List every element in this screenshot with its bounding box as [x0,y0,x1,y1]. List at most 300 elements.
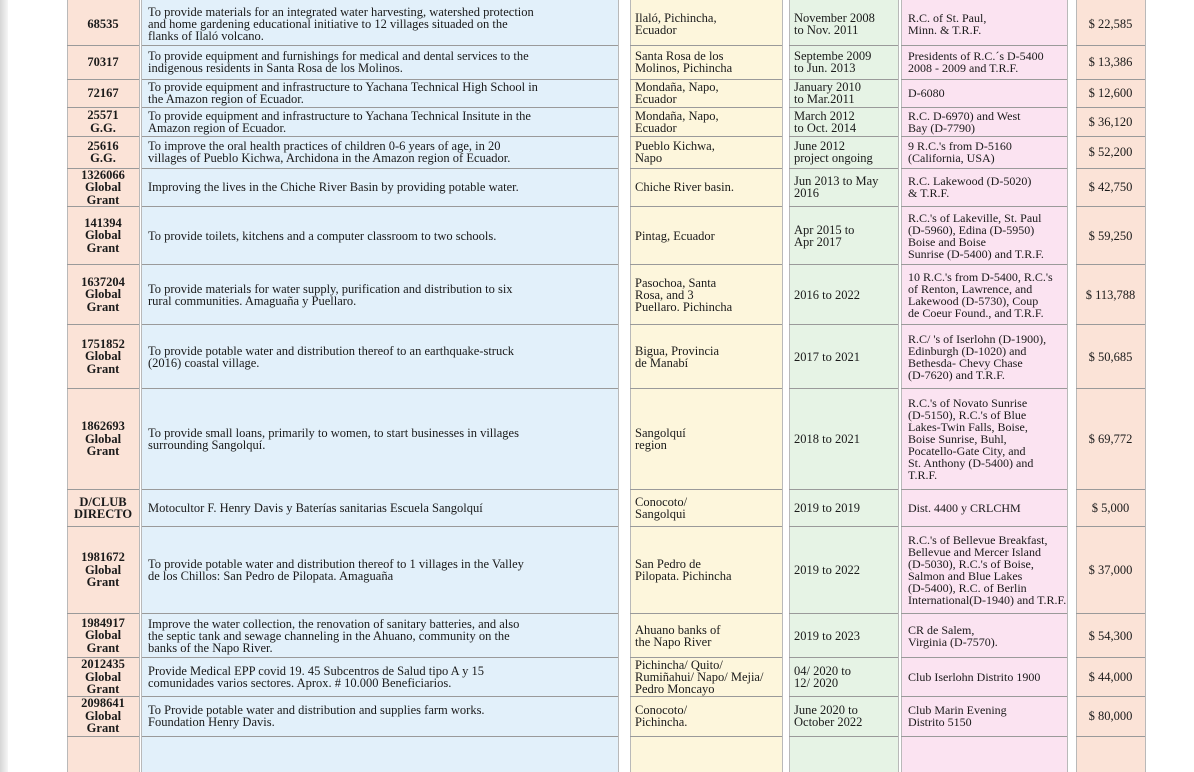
desc-line: Provide Medical EPP covid 19. 45 Subcentros de Salud tipo A y 15 [148,663,484,678]
date-line: January 2010 [794,80,861,94]
loc-line: Puellaro. Pichincha [635,299,733,314]
column-gap [1067,265,1076,325]
desc-line: To Provide potable water and distribution and supplies farm works. [148,703,485,717]
table-row [67,696,1145,736]
date-line: 2016 to 2022 [794,287,860,302]
column-gap [782,527,789,614]
spon-line: & T.R.F. [908,186,950,201]
column-gap [1067,136,1076,168]
location-cell [630,136,782,168]
loc-line: Sangolquí [635,426,686,440]
date-line: Septembe 2009 [794,49,872,63]
column-gap [618,389,630,490]
loc-line: Pasochoa, Santa [635,275,717,290]
desc-line: Motocultor F. Henry Davis y Baterías sanitarias Escuela Sangolquí [148,501,483,515]
spon-line: (D-5150), R.C.'s of Blue [908,408,1027,422]
table-row [67,527,1145,614]
date-cell [789,389,898,490]
column-gap [618,490,630,527]
sponsor-cell [901,265,1067,325]
id-line: Global [84,180,122,194]
id-line: Grant [86,640,120,655]
id-line: Global [84,628,122,643]
spon-line: of Renton, Lawrence, and [908,281,1033,296]
loc-line: Conocoto/ [635,703,688,717]
spon-line: R.C/ 's of Iserlohn (D-1900), [908,331,1047,346]
spon-line: R.C. Lakewood (D-5020) [908,174,1032,189]
description-cell [142,107,618,136]
id-line: Grant [86,240,120,255]
column-gap [782,658,789,697]
desc-line: villages of Pueblo Kichwa, Archidona in the Amazon region of Ecuador. [148,151,511,165]
id-line: 1984917 [81,615,125,630]
grant-id-cell [67,45,139,79]
grant-id-cell [67,136,139,168]
grant-id-cell [67,696,139,736]
spon-line: R.C. of St. Paul, [908,11,987,26]
spon-line: Dist. 4400 y CRLCHM [908,501,1021,515]
loc-line: Ilaló, Pichincha, [635,11,717,26]
desc-line: rural communities. Amaguaña y Puellaro. [148,293,357,308]
table-row [67,107,1145,136]
description-cell [142,265,618,325]
sponsor-cell [901,168,1067,207]
table-row [67,325,1145,389]
page-edge-shadow [0,0,8,772]
spon-line: Club Marin Evening [908,703,1007,717]
grant-id-cell [67,4,139,45]
location-cell [630,79,782,107]
description-cell [142,325,618,389]
date-line: Apr 2015 to [794,222,855,237]
id-line: 1981672 [81,550,125,565]
location-cell [630,265,782,325]
sponsor-cell [901,45,1067,79]
column-gap [1067,4,1076,45]
loc-line: Napo [635,151,663,165]
description-cell [142,45,618,79]
date-cell [789,527,898,614]
spon-line: Lakewood (D-5730), Coup [908,293,1039,308]
desc-line: and home gardening educational initiative to 12 villages situaded on the [148,17,508,32]
amount-cell: $ 22,585 [1076,4,1145,45]
desc-line: To provide materials for water supply, purification and distribution to six [148,281,513,296]
description-cell [142,389,618,490]
date-line: project ongoing [794,151,873,165]
spon-line: (D-5400), R.C. of Berlin [908,581,1027,595]
column-gap [1067,527,1076,614]
date-cell [789,79,898,107]
spon-line: Boise and Boise [908,234,986,249]
loc-line: Pichincha/ Quito/ [635,657,723,672]
loc-line: the Napo River [635,634,712,649]
sponsor-cell [901,527,1067,614]
loc-line: Pintag, Ecuador [635,228,715,243]
spon-line: Virginia (D-7570). [908,634,998,649]
sponsor-cell [901,207,1067,265]
desc-line: flanks of Ilaló volcano. [148,29,264,44]
loc-line: Pilopata. Pichincha [635,569,732,583]
column-gap [618,4,630,45]
description-cell [142,207,618,265]
spon-line: Edinburgh (D-1020) and [908,343,1027,358]
id-line: Global [84,669,122,684]
spon-line: Boise Sunrise, Buhl, [908,432,1007,446]
grant-id-cell [67,265,139,325]
desc-line: the Amazon region of Ecuador. [148,92,304,106]
desc-line: To provide toilets, kitchens and a computer classroom to two schools. [148,228,497,243]
desc-line: To provide equipment and infrastructure to Yachana Technical High School in [148,80,538,94]
date-cell [789,168,898,207]
column-gap [782,389,789,490]
date-line: 2019 to 2022 [794,563,860,577]
column-gap [1067,696,1076,736]
date-line: to Mar.2011 [794,92,855,106]
sponsor-cell [901,79,1067,107]
id-line: 25571 [87,108,119,122]
id-line: 2098641 [81,696,125,711]
spon-line: Distrito 5150 [908,715,972,729]
desc-line: Amazon region of Ecuador. [148,120,287,135]
column-gap [618,696,630,736]
spon-line: Pocatello-Gate City, and [908,444,1026,458]
description-cell [142,136,618,168]
id-line: Grant [86,682,120,696]
column-gap [1067,658,1076,697]
date-cell [789,325,898,389]
loc-line: Ecuador [635,23,677,38]
column-gap [1067,168,1076,207]
desc-line: To provide small loans, primarily to women, to start businesses in villages [148,426,519,440]
id-line: Grant [86,192,120,207]
column-gap [782,107,789,136]
id-line: Grant [86,299,120,314]
date-line: Jun 2013 to May [794,174,879,189]
loc-line: Pueblo Kichwa, [635,139,715,153]
column-gap [1067,45,1076,79]
amount-cell: $ 42,750 [1076,168,1145,207]
date-line: Apr 2017 [794,234,842,249]
spon-line: Salmon and Blue Lakes [908,569,1023,583]
id-line: D/CLUB [79,494,127,509]
column-gap [618,658,630,697]
column-gap [618,325,630,389]
spon-line: CR de Salem, [908,622,975,637]
column-gap [782,325,789,389]
location-cell [630,696,782,736]
loc-line: Ahuano banks of [635,622,721,637]
loc-line: Mondaña, Napo, [635,80,719,94]
grants-table [67,4,1145,737]
date-line: 2016 [794,186,819,201]
column-gap [782,265,789,325]
desc-line: To provide equipment and infrastructure to Yachana Technical Insitute in the [148,108,531,123]
id-line: 2012435 [81,657,125,671]
description-cell [142,614,618,658]
spon-line: T.R.F. [908,468,938,482]
amount-cell: $ 36,120 [1076,107,1145,136]
amount-cell: $ 113,788 [1076,265,1145,325]
date-cell [789,136,898,168]
column-gap [1067,79,1076,107]
grant-id-cell [67,658,139,697]
column-gap [618,527,630,614]
column-gap [1067,207,1076,265]
description-cell [142,79,618,107]
column-gap [618,265,630,325]
desc-line: de los Chillos: San Pedro de Pilopata. Amaguaña [148,569,394,583]
location-cell [630,658,782,697]
spon-line: Bellevue and Mercer Island [908,545,1041,559]
sponsor-cell [901,107,1067,136]
location-cell [630,389,782,490]
table-row [67,614,1145,658]
loc-line: Conocoto/ [635,495,688,509]
id-line: Global [84,431,122,446]
desc-line: Foundation Henry Davis. [148,715,275,729]
description-cell [142,696,618,736]
spon-line: R.C.'s of Bellevue Breakfast, [908,533,1048,547]
id-line: 25616 [87,138,119,153]
date-cell [789,4,898,45]
sponsor-cell [901,389,1067,490]
date-line: June 2020 to [794,703,858,717]
desc-line: To provide equipment and furnishings for medical and dental services to the [148,49,529,63]
id-line: 141394 [84,215,122,230]
loc-line: Santa Rosa de los [635,49,724,63]
loc-line: de Manabí [635,355,689,370]
location-cell [630,325,782,389]
amount-cell: $ 69,772 [1076,389,1145,490]
location-cell [630,614,782,658]
column-gap [782,490,789,527]
column-gap [618,79,630,107]
loc-line: Pichincha. [635,715,688,729]
column-gap [1067,325,1076,389]
grant-id-cell [67,389,139,490]
date-line: to Jun. 2013 [794,61,856,75]
grant-id-cell [67,79,139,107]
amount-cell: $ 12,600 [1076,79,1145,107]
loc-line: Rosa, and 3 [635,287,694,302]
loc-line: Ecuador [635,92,677,106]
amount-cell: $ 52,200 [1076,136,1145,168]
location-cell [630,4,782,45]
spon-line: Presidents of R.C.´s D-5400 [908,49,1044,63]
column-gap [1067,389,1076,490]
grant-id-cell [67,168,139,207]
spon-line: 10 R.C.'s from D-5400, R.C.'s [908,269,1053,284]
description-cell [142,4,618,45]
location-cell [630,45,782,79]
grant-id-cell [67,207,139,265]
date-cell [789,265,898,325]
desc-line: indigenous residents in Santa Rosa de los Molinos. [148,61,403,75]
desc-line: (2016) coastal village. [148,355,260,370]
id-line: G.G. [90,120,116,135]
spon-line: (D-5030), R.C.'s of Boise, [908,557,1034,571]
date-line: March 2012 [794,108,855,123]
column-gap [782,696,789,736]
table-row [67,136,1145,168]
table-row [67,168,1145,207]
location-cell [630,168,782,207]
column-gap [782,614,789,658]
id-line: Global [84,562,122,577]
spon-line: (D-7620) and T.R.F. [908,367,1005,382]
spon-line: Minn. & T.R.F. [908,23,982,38]
column-gap [618,207,630,265]
date-cell [789,658,898,697]
date-line: to Oct. 2014 [794,120,857,135]
grant-id-cell [67,614,139,658]
id-line: G.G. [90,151,116,165]
loc-line: Molinos, Pichincha [635,61,733,75]
id-line: Global [84,349,122,364]
id-line: 72167 [87,85,119,100]
id-line: 1326066 [81,168,125,182]
date-cell [789,45,898,79]
date-cell [789,614,898,658]
id-line: 70317 [87,54,119,69]
spon-line: 2008 - 2009 and T.R.F. [908,61,1019,75]
table-row [67,79,1145,107]
grant-id-cell [67,490,139,527]
amount-cell: $ 50,685 [1076,325,1145,389]
loc-line: Bigua, Provincia [635,343,720,358]
date-cell [789,107,898,136]
column-gap [618,45,630,79]
loc-line: Mondaña, Napo, [635,108,719,123]
desc-line: To improve the oral health practices of children 0-6 years of age, in 20 [148,139,501,153]
id-line: 1751852 [81,336,125,351]
amount-cell: $ 44,000 [1076,658,1145,697]
table-row [67,45,1145,79]
date-line: to Nov. 2011 [794,23,859,38]
column-gap [782,168,789,207]
column-gap [618,107,630,136]
loc-line: Ecuador [635,120,677,135]
date-cell [789,696,898,736]
spon-line: R.C. D-6970) and West [908,108,1021,123]
grant-id-cell [67,325,139,389]
date-line: June 2012 [794,139,846,153]
column-gap [782,79,789,107]
sponsor-cell [901,614,1067,658]
date-line: 04/ 2020 to [794,663,851,678]
date-line: 2017 to 2021 [794,349,860,364]
date-line: 2019 to 2019 [794,501,860,515]
loc-line: Chiche River basin. [635,180,734,195]
table-row [67,658,1145,697]
loc-line: Pedro Moncayo [635,681,715,696]
column-gap [618,168,630,207]
location-cell [630,107,782,136]
spon-line: (D-5960), Edina (D-5950) [908,222,1035,237]
id-line: Grant [86,575,120,590]
table-row [67,389,1145,490]
amount-cell: $ 37,000 [1076,527,1145,614]
desc-line: To provide materials for an integrated water harvesting, watershed protection [148,5,534,20]
description-cell [142,658,618,697]
date-line: 12/ 2020 [794,675,839,690]
desc-line: To provide potable water and distribution thereof to 1 villages in the Valley [148,557,524,571]
description-cell [142,168,618,207]
spon-line: Sunrise (D-5400) and T.R.F. [908,246,1044,261]
sponsor-cell [901,325,1067,389]
column-gap [782,45,789,79]
spon-line: Club Iserlohn Distrito 1900 [908,669,1041,684]
column-gap [618,136,630,168]
description-cell [142,490,618,527]
date-cell [789,207,898,265]
column-gap [1067,614,1076,658]
id-line: DIRECTO [73,507,133,521]
location-cell [630,207,782,265]
desc-line: To provide potable water and distribution thereof to an earthquake-struck [148,343,515,358]
table-row [67,207,1145,265]
id-line: Global [84,228,122,243]
sponsor-cell [901,696,1067,736]
loc-line: Rumiñahui/ Napo/ Mejia/ [635,669,764,684]
desc-line: banks of the Napo River. [148,640,273,655]
grant-id-cell [67,107,139,136]
id-line: Grant [86,361,120,376]
loc-line: Sangolqui [635,507,686,521]
id-line: Global [84,287,122,302]
loc-line: San Pedro de [635,557,701,571]
column-divider [1145,0,1146,772]
spon-line: International(D-1940) and T.R.F. [908,593,1067,607]
date-line: 2019 to 2023 [794,628,860,643]
id-line: Global [84,708,122,723]
table-body [67,4,1145,736]
location-cell [630,527,782,614]
amount-cell: $ 5,000 [1076,490,1145,527]
description-cell [142,527,618,614]
column-gap [1067,490,1076,527]
desc-line: surrounding Sangolquí. [148,438,266,452]
spon-line: de Coeur Found., and T.R.F. [908,305,1044,320]
column-gap [618,614,630,658]
column-gap [782,207,789,265]
table-row [67,490,1145,527]
spon-line: R.C.'s of Novato Sunrise [908,396,1028,410]
spon-line: Bay (D-7790) [908,120,975,135]
table-row [67,265,1145,325]
amount-cell: $ 13,386 [1076,45,1145,79]
sponsor-cell [901,4,1067,45]
column-gap [782,4,789,45]
id-line: 1637204 [81,274,125,289]
spon-line: D-6080 [908,86,945,100]
id-line: 68535 [87,17,119,31]
id-line: Grant [86,721,120,736]
date-line: 2018 to 2021 [794,432,860,446]
spon-line: R.C.'s of Lakeville, St. Paul [908,210,1042,225]
amount-cell: $ 80,000 [1076,696,1145,736]
sponsor-cell [901,136,1067,168]
date-line: November 2008 [794,11,875,26]
desc-line: Improving the lives in the Chiche River Basin by providing potable water. [148,180,519,195]
desc-line: the septic tank and sewage channeling in the Ahuano, community on the [148,628,510,643]
id-line: 1862693 [81,419,125,434]
table-row [67,4,1145,45]
date-line: October 2022 [794,715,863,729]
spon-line: St. Anthony (D-5400) and [908,456,1034,470]
id-line: Grant [86,444,120,459]
desc-line: Improve the water collection, the renovation of sanitary batteries, and also [148,616,520,631]
